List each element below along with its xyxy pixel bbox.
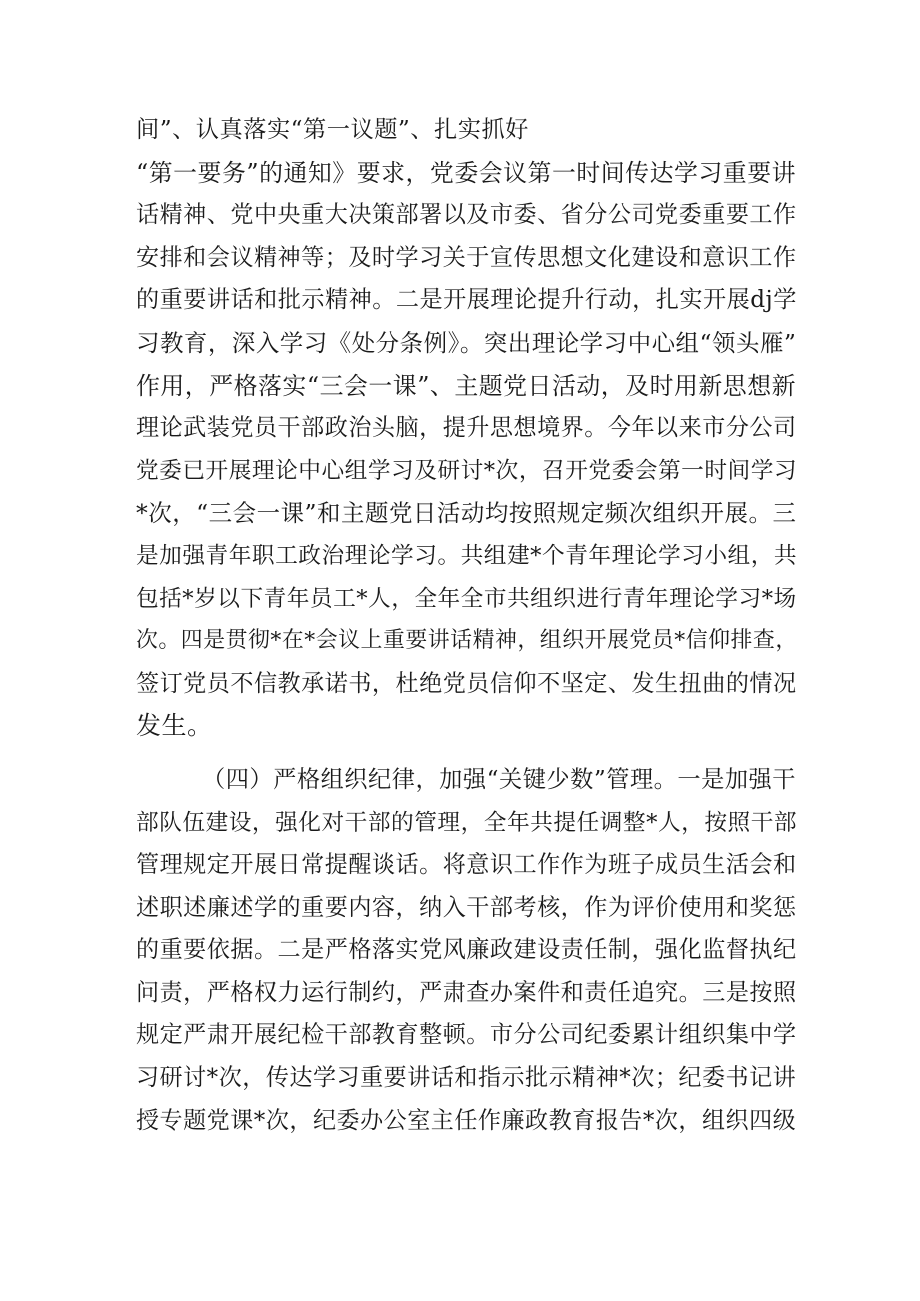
paragraph-1-line-6: 习教育，深入学习《处分条例》。突出理论学习中心组“领头雁” bbox=[136, 328, 797, 357]
paragraph-1-line-11: 是加强青年职工政治理论学习。共组建*个青年理论学习小组，共 bbox=[136, 542, 798, 569]
paragraph-1-line-5: 的重要讲话和批示精神。二是开展理论提升行动，扎实开展dj学 bbox=[136, 287, 797, 314]
paragraph-2-line-6: 问责，严格权力运行制约，严肃查办案件和责任追究。三是按照 bbox=[136, 979, 797, 1006]
paragraph-1-line-8: 理论武装党员干部政治头脑，提升思想境界。今年以来市分公司 bbox=[136, 415, 797, 442]
paragraph-2-line-7: 规定严肃开展纪检干部教育整顿。市分公司纪委累计组织集中学 bbox=[136, 1022, 797, 1049]
paragraph-2-line-4: 述职述廉述学的重要内容，纳入干部考核，作为评价使用和奖惩 bbox=[136, 894, 797, 921]
paragraph-2-line-5: 的重要依据。二是严格落实党风廉政建设责任制，强化监督执纪 bbox=[136, 937, 797, 964]
paragraph-1-line-9: 党委已开展理论中心组学习及研讨*次，召开党委会第一时间学习 bbox=[136, 457, 798, 484]
paragraph-1-line-4: 安排和会议精神等；及时学习关于宣传思想文化建设和意识工作 bbox=[136, 244, 797, 271]
paragraph-gap bbox=[136, 748, 796, 759]
paragraph-1-line-13: 次。四是贯彻*在*会议上重要讲话精神，组织开展党员*信仰排查， bbox=[136, 628, 798, 654]
paragraph-1-line-12: 包括*岁以下青年员工*人，全年全市共组织进行青年理论学习*场 bbox=[136, 585, 797, 612]
paragraph-2-line-2: 部队伍建设，强化对干部的管理，全年共提任调整*人，按照干部 bbox=[136, 809, 798, 836]
paragraph-1-line-10: *次，“三会一课”和主题党日活动均按照规定频次组织开展。三 bbox=[136, 499, 797, 528]
paragraph-1-line-2: “第一要务”的通知》要求，党委会议第一时间传达学习重要讲 bbox=[136, 158, 797, 187]
paragraph-2-line-1: （四）严格组织纪律，加强“关键少数”管理。一是加强干 bbox=[202, 765, 796, 793]
paragraph-2-line-3: 管理规定开展日常提醒谈话。将意识工作作为班子成员生活会和 bbox=[136, 852, 797, 879]
paragraph-1-line-7: 作用，严格落实“三会一课”、主题党日活动，及时用新思想新 bbox=[136, 371, 797, 400]
paragraph-1-line-15: 发生。 bbox=[136, 711, 213, 741]
document-body bbox=[136, 109, 796, 1142]
paragraph-1-line-3: 话精神、党中央重大决策部署以及市委、省分公司党委重要工作 bbox=[136, 202, 797, 229]
paragraph-2-line-8: 习研讨*次，传达学习重要讲话和指示批示精神*次；纪委书记讲 bbox=[136, 1065, 797, 1092]
paragraph-2-line-9: 授专题党课*次，纪委办公室主任作廉政教育报告*次，组织四级 bbox=[136, 1107, 797, 1134]
paragraph-1-line-1: 间”、认真落实“第一议题”、扎实抓好 bbox=[136, 116, 529, 143]
paragraph-1-line-14: 签订党员不信教承诺书，杜绝党员信仰不坚定、发生扭曲的情况 bbox=[136, 670, 797, 697]
